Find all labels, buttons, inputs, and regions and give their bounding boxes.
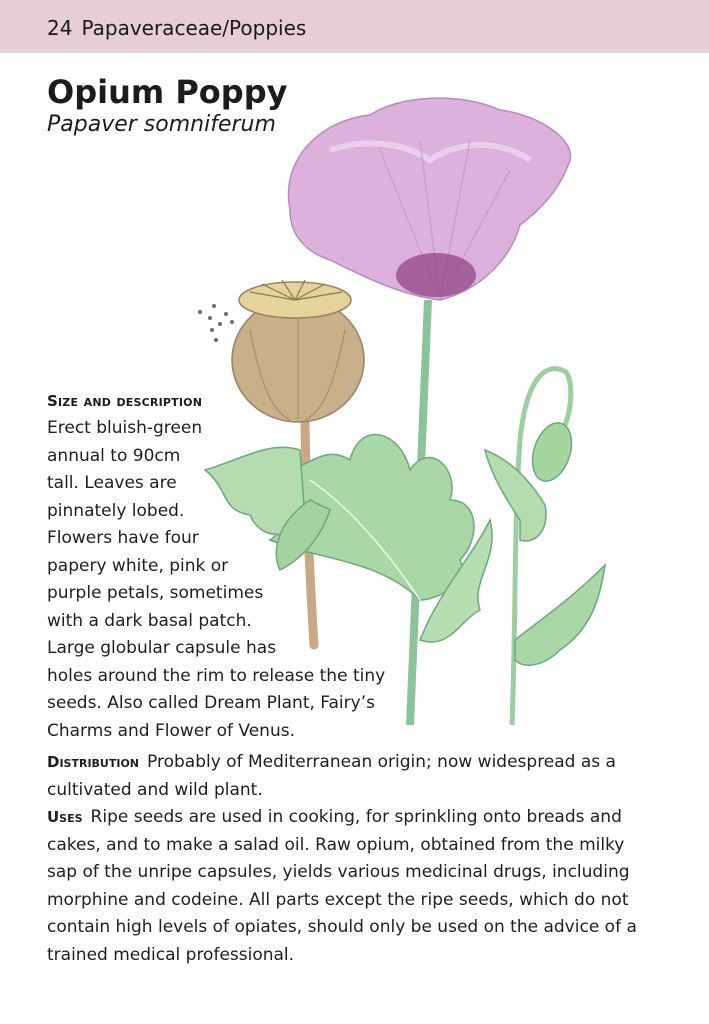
desc-line: annual to 90cm <box>47 445 181 466</box>
desc-line: tall. Leaves are <box>47 473 177 493</box>
desc-line: with a dark basal patch. <box>47 610 252 631</box>
desc-line: seeds. Also called Dream Plant, Fairy’s <box>47 693 375 713</box>
size-description-heading: Size and description <box>47 392 203 410</box>
poppy-flower <box>288 98 570 300</box>
distribution-text: Probably of Mediterranean origin; now widespread as a cultivated and wild plant. <box>47 752 616 800</box>
desc-line: purple petals, sometimes <box>47 583 264 603</box>
distribution-paragraph <box>47 749 627 804</box>
species-common-name: Opium Poppy <box>47 73 288 111</box>
desc-line: papery white, pink or <box>47 555 229 576</box>
uses-paragraph <box>47 804 637 969</box>
bud-stem <box>512 369 571 725</box>
desc-line: holes around the rim to release the tiny <box>47 665 386 686</box>
seed-capsule <box>232 280 364 422</box>
desc-line: Charms and Flower of Venus. <box>47 720 295 741</box>
seeds <box>198 304 234 342</box>
poppy-bud <box>526 418 579 486</box>
uses-text: Ripe seeds are used in cooking, for sprinkling onto breads and cakes, and to make a salad oil. Raw opium, obtained from the milky sap of the unripe capsules, yields various medicinal drugs, including morphine and codeine. All parts except the ripe seeds, which do not contain high levels of opiates, should only be used on the advice of a trained medical professional. <box>47 807 637 965</box>
uses-heading: Uses <box>47 808 83 826</box>
desc-line: Flowers have four <box>47 528 199 548</box>
species-latin-name: Papaver somniferum <box>47 112 276 137</box>
page-number: 24 <box>47 16 73 40</box>
section-title: Papaveraceae/Poppies <box>81 16 307 40</box>
distribution-heading: Distribution <box>47 753 140 771</box>
desc-line: Large globular capsule has <box>47 638 277 658</box>
desc-line: pinnately lobed. <box>47 500 185 521</box>
size-description-text <box>47 415 385 745</box>
desc-line: Erect bluish-green <box>47 418 203 438</box>
leaf-cluster-right <box>485 450 605 665</box>
